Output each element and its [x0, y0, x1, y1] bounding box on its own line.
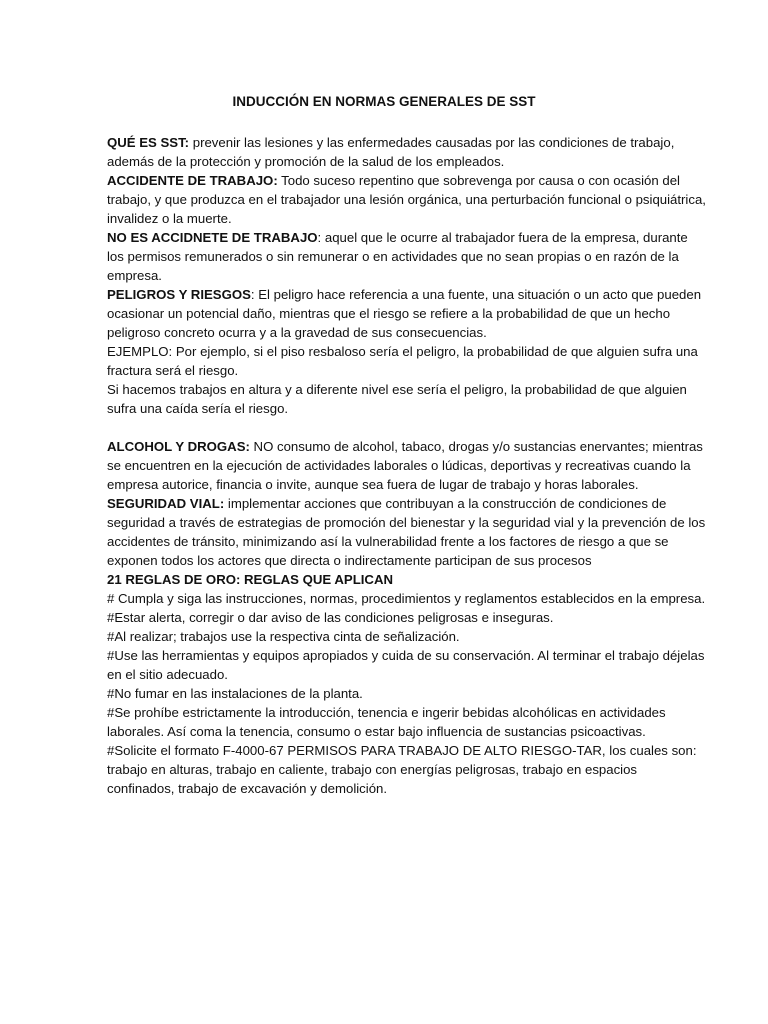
no-accidente-paragraph: [107, 228, 708, 285]
ejemplo-paragraph-1: EJEMPLO: Por ejemplo, si el piso resbaloso sería el peligro, la probabilidad de que alguien sufra una fractura será el riesgo.: [107, 344, 698, 378]
page-title: INDUCCIÓN EN NORMAS GENERALES DE SST: [232, 94, 536, 109]
que-es-sst-paragraph: [107, 133, 708, 171]
reglas-heading: [107, 570, 708, 589]
seguridad-vial-paragraph: [107, 494, 708, 570]
no-accidente-heading: NO ES ACCIDNETE DE TRABAJO: [107, 230, 318, 245]
peligros-paragraph: [107, 285, 708, 342]
peligros-heading: PELIGROS Y RIESGOS: [107, 287, 251, 302]
seguridad-vial-text: implementar acciones que contribuyan a la construcción de condiciones de seguridad a través de estrategias de promoción del bienestar y la seguridad vial y la prevención de los accidentes de tránsito, minimizando así la vulnerabilidad frente a los factores de riesgo a que se exponen todos los actores que directa o indirectamente participan de sus procesos: [107, 496, 706, 568]
no-accidente-text: : aquel que le ocurre al trabajador fuera de la empresa, durante los permisos remunerados o sin remunerar o en actividades que no sean propias o en razón de la empresa.: [107, 230, 688, 283]
accidente-paragraph: [107, 171, 708, 228]
ejemplo-paragraph-2: Si hacemos trabajos en altura y a diferente nivel ese sería el peligro, la probabilidad de que alguien sufra una caída sería el riesgo.: [107, 382, 687, 416]
regla-item: #Use las herramientas y equipos apropiados y cuida de su conservación. Al terminar el trabajo déjelas en el sitio adecuado.: [107, 648, 705, 682]
spacer: [107, 418, 708, 437]
regla-item: #Solicite el formato F-4000-67 PERMISOS PARA TRABAJO DE ALTO RIESGO-TAR, los cuales son: trabajo en alturas, trabajo en caliente, trabajo con energías peligrosas, trabajo en espacios confinados, trabajo de excavación y demolición.: [107, 743, 697, 796]
accidente-text: Todo suceso repentino que sobrevenga por causa o con ocasión del trabajo, y que produzca en el trabajador una lesión orgánica, una perturbación funcional o psiquiátrica, invalidez o la muerte.: [107, 173, 706, 226]
alcohol-text: NO consumo de alcohol, tabaco, drogas y/o sustancias enervantes; mientras se encuentren en la ejecución de actividades laborales o lúdicas, deportivas y recreativas cuando la empresa autorice, financia o invite, aunque sea fuera de lugar de trabajo y horas laborales.: [107, 439, 703, 492]
alcohol-heading: ALCOHOL Y DROGAS:: [107, 439, 250, 454]
que-es-sst-text: prevenir las lesiones y las enfermedades causadas por las condiciones de trabajo, además de la protección y promoción de la salud de los empleados.: [107, 135, 675, 169]
alcohol-paragraph: [107, 437, 708, 494]
accidente-heading: ACCIDENTE DE TRABAJO:: [107, 173, 278, 188]
regla-item: #Se prohíbe estrictamente la introducción, tenencia e ingerir bebidas alcohólicas en actividades laborales. Así coma la tenencia, consumo o estar bajo influencia de sustancias psicoactivas.: [107, 705, 666, 739]
que-es-sst-heading: QUÉ ES SST:: [107, 135, 190, 150]
seguridad-vial-heading: SEGURIDAD VIAL:: [107, 496, 225, 511]
reglas-heading-text: 21 REGLAS DE ORO: REGLAS QUE APLICAN: [107, 572, 394, 587]
regla-item: #No fumar en las instalaciones de la planta.: [107, 686, 363, 701]
regla-item: #Al realizar; trabajos use la respectiva cinta de señalización.: [107, 629, 460, 644]
regla-item: #Estar alerta, corregir o dar aviso de las condiciones peligrosas e inseguras.: [107, 610, 554, 625]
regla-item: # Cumpla y siga las instrucciones, normas, procedimientos y reglamentos establecidos en la empresa.: [107, 591, 706, 606]
peligros-text: : El peligro hace referencia a una fuente, una situación o un acto que pueden ocasionar un potencial daño, mientras que el riesgo se refiere a la probabilidad de que un hecho peligroso concreto ocurra y a la gravedad de sus consecuencias.: [107, 287, 702, 340]
